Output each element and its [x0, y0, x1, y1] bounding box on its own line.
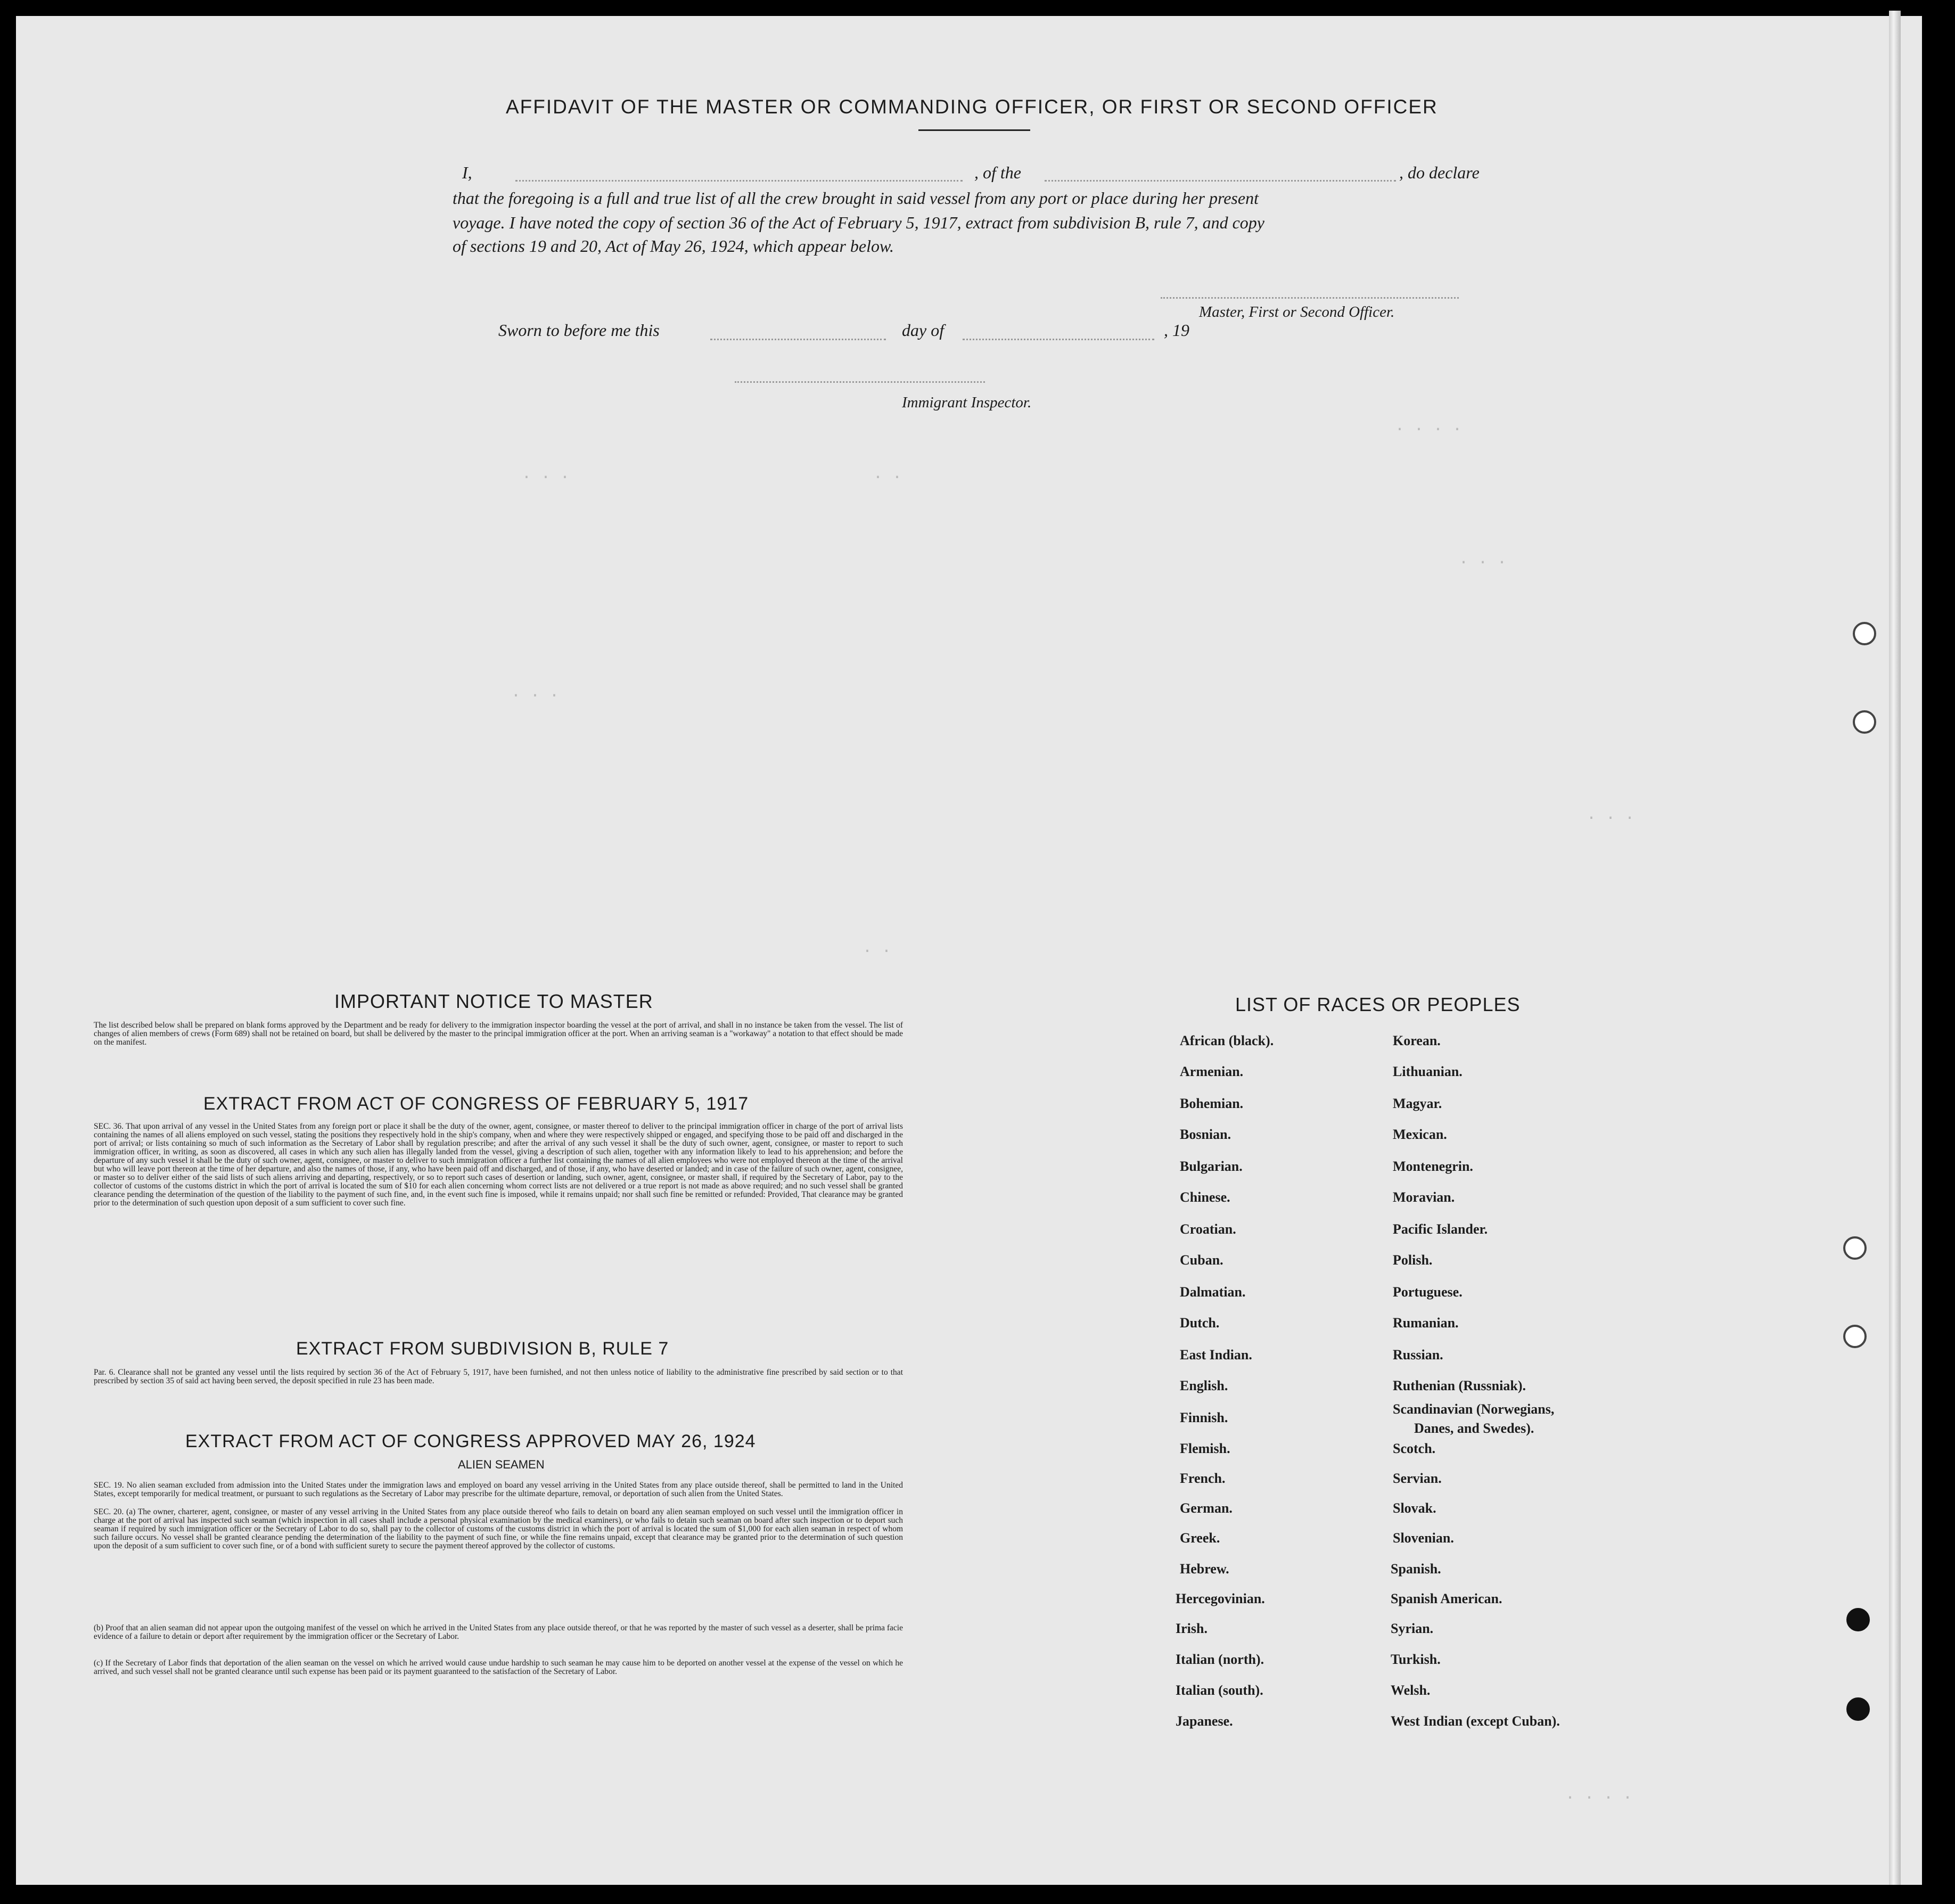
master-signature-blank[interactable] [1161, 297, 1459, 299]
race-item-left: German. [1180, 1500, 1233, 1516]
race-item-left: English. [1180, 1378, 1228, 1393]
race-item-scandinavian-cont: Danes, and Swedes). [1414, 1421, 1534, 1436]
binder-hole [1843, 1236, 1867, 1260]
title-underline [918, 129, 1030, 131]
race-item-left: African (black). [1180, 1033, 1274, 1048]
race-item-left: Italian (south). [1176, 1683, 1263, 1698]
race-item-left: Japanese. [1176, 1713, 1233, 1729]
race-item-right: Lithuanian. [1393, 1064, 1463, 1079]
sworn-day-blank[interactable] [710, 339, 886, 340]
race-item-right: Russian. [1393, 1347, 1443, 1363]
race-item-right: Slovenian. [1393, 1530, 1454, 1546]
race-item-right: Syrian. [1391, 1621, 1434, 1636]
alien-seamen-subtitle: ALIEN SEAMEN [458, 1458, 545, 1471]
binder-hole [1853, 710, 1876, 734]
extract-1917-title: EXTRACT FROM ACT OF CONGRESS OF FEBRUARY 5, 1917 [203, 1094, 749, 1114]
year-label: , 19 [1164, 321, 1189, 340]
race-item-left: Flemish. [1180, 1441, 1230, 1456]
race-item-left: Bosnian. [1180, 1127, 1231, 1142]
sworn-label: Sworn to before me this [498, 321, 660, 340]
extract-1924-section-20b: (b) Proof that an alien seaman did not appear upon the outgoing manifest of the vessel on which he arrived in the United States from any place outside thereof, or that he was reported by the master of such vessel as a deserter, shall be prima facie evidence of a failure to detain or deport after requirement by the immigration officer or the Secretary of Labor. [94, 1623, 903, 1641]
inspector-caption: Immigrant Inspector. [902, 394, 1032, 411]
extract-1924-section-20a: SEC. 20. (a) The owner, charterer, agent, consignee, or master of any vessel arriving in the United States from any place outside thereof who fails to detain on board any alien seaman employed on such vessel until the immigration officer in charge at the port of arrival has inspected such seaman (which inspection in all cases shall include a personal physical examination by the medical examiners), or who fails to detain such seaman on board after such inspection or to deport such seaman if required by such immigration officer or the Secretary of Labor to do so, shall pay to the collector of customs of the customs district in which the port of arrival is located the sum of $1,000 for each alien seaman in respect of whom such failure occurs. No vessel shall be granted clearance pending the determination of the liability to the payment of such fine, or while the fine remains unpaid, except that clearance may be granted prior to the determination of such question upon the deposit of a sum sufficient to cover such fine, or of a bond with sufficient surety to secure the payment thereof approved by the collector of customs. [94, 1507, 903, 1550]
binder-hole [1846, 1608, 1870, 1631]
affidavit-declare: , do declare [1399, 163, 1480, 182]
races-title: LIST OF RACES OR PEOPLES [1235, 994, 1521, 1015]
notice-body: The list described below shall be prepared on blank forms approved by the Department and be ready for delivery to the immigration inspector boarding the vessel at the port of arrival, and shall in no instance be taken from the vessel. The list of changes of alien members of crews (Form 689) shall not be retained on board, but shall be delivered by the master to the principal immigration officer at the port. When an arriving seaman is a "workaway" a notation to that effect should be made on the manifest. [94, 1021, 903, 1047]
rule7-body: Par. 6. Clearance shall not be granted any vessel until the lists required by section 36 of the Act of February 5, 1917, have been furnished, and not then unless notice of liability to the administrative fine prescribed by said section or to that prescribed by section 35 of said act having been served, the deposit specified in rule 23 has been made. [94, 1368, 903, 1385]
race-item-right: Welsh. [1391, 1683, 1431, 1698]
affidavit-title: AFFIDAVIT OF THE MASTER OR COMMANDING OFFICER, OR FIRST OR SECOND OFFICER [506, 96, 1438, 118]
race-item-right: Ruthenian (Russniak). [1393, 1378, 1526, 1393]
race-item-right: Pacific Islander. [1393, 1221, 1488, 1237]
extract-1924-section-19: SEC. 19. No alien seaman excluded from admission into the United States under the immigration laws and employed on board any vessel arriving in the United States from any place outside thereof, shall be permitted to land in the United States, except temporarily for medical treatment, or pursuant to such regulations as the Secretary of Labor may prescribe for the ultimate departure, removal, or deportation of such alien from the United States. [94, 1481, 903, 1498]
race-item-right: Polish. [1393, 1252, 1433, 1268]
inspector-signature-blank[interactable] [735, 381, 985, 383]
sworn-month-blank[interactable] [963, 339, 1154, 340]
race-item-right: Spanish. [1391, 1561, 1441, 1577]
race-item-left: Bulgarian. [1180, 1159, 1243, 1174]
race-item-left: Dutch. [1180, 1315, 1220, 1331]
notice-title: IMPORTANT NOTICE TO MASTER [334, 990, 653, 1012]
race-item-left: Italian (north). [1176, 1652, 1264, 1667]
race-item-right: Turkish. [1391, 1652, 1441, 1667]
race-item-right: Korean. [1393, 1033, 1441, 1048]
race-item-right: Magyar. [1393, 1096, 1442, 1111]
race-item-right: Portuguese. [1393, 1284, 1463, 1300]
affidavit-of-the: , of the [974, 163, 1021, 182]
race-item-left: Armenian. [1180, 1064, 1244, 1079]
extract-1924-section-20c: (c) If the Secretary of Labor finds that deportation of the alien seaman on the vessel on which he arrived would cause undue hardship to such seaman he may cause him to be deported on another vessel at the expense of the vessel on which he arrived, and such vessel shall not be granted clearance until such expense has been paid or its payment guaranteed to the satisfaction of the Secretary of Labor. [94, 1659, 903, 1676]
race-item-left: Finnish. [1180, 1410, 1228, 1425]
race-item-right: Spanish American. [1391, 1591, 1502, 1606]
name-blank[interactable] [515, 180, 963, 182]
race-item-left: French. [1180, 1471, 1226, 1486]
affidavit-i: I, [462, 163, 472, 182]
race-item-left: Irish. [1176, 1621, 1208, 1636]
race-item-right: Moravian. [1393, 1189, 1455, 1205]
binder-hole [1853, 622, 1876, 645]
vessel-blank[interactable] [1045, 180, 1396, 182]
binder-hole [1843, 1325, 1867, 1348]
race-item-left: Greek. [1180, 1530, 1220, 1546]
race-item-right: Mexican. [1393, 1127, 1447, 1142]
affidavit-line-4: of sections 19 and 20, Act of May 26, 1924, which appear below. [453, 236, 894, 256]
race-item-left: Dalmatian. [1180, 1284, 1246, 1300]
race-item-left: Hebrew. [1180, 1561, 1229, 1577]
race-item-right: Scotch. [1393, 1441, 1436, 1456]
race-item-right: West Indian (except Cuban). [1391, 1713, 1560, 1729]
affidavit-line-3: voyage. I have noted the copy of section 36 of the Act of February 5, 1917, extract from subdivision B, rule 7, and copy [453, 213, 1264, 232]
document-page [16, 16, 1922, 1885]
race-item-right: Rumanian. [1393, 1315, 1459, 1331]
race-item-right: Montenegrin. [1393, 1159, 1473, 1174]
master-caption: Master, First or Second Officer. [1199, 303, 1395, 321]
race-item-left: East Indian. [1180, 1347, 1252, 1363]
extract-1924-title: EXTRACT FROM ACT OF CONGRESS APPROVED MAY 26, 1924 [185, 1431, 756, 1451]
race-item-left: Croatian. [1180, 1221, 1236, 1237]
extract-1917-body: SEC. 36. That upon arrival of any vessel in the United States from any foreign port or place it shall be the duty of the owner, agent, consignee, or master thereof to deliver to the principal immigration officer in charge of the port of arrival lists containing the names of all aliens employed on such vessel, stating the positions they respectively hold in the ship's company, when and where they were respectively shipped or engaged, and specifying those to be paid off and discharged in the port of arrival; or lists containing so much of such information as the Secretary of Labor shall by regulation prescribe; and after the arrival of any such vessel it shall be the duty of such owner, agent, consignee, or master to report to such immigration officer, in writing, as soon as discovered, all cases in which any such alien has illegally landed from the vessel, giving a description of such alien, together with any information likely to lead to his apprehension; and before the departure of any such vessel it shall be the duty of such owner, agent, consignee, or master to deliver to such immigration officer a further list containing the names of all alien employees who were not employed thereon at the time of the arrival but who will leave port thereon at the time of her departure, and also the names of those, if any, who have been paid off and discharged, and of those, if any, who have deserted or landed; and in case of the failure of such owner, agent, consignee, or master so to deliver either of the said lists of such aliens arriving and departing, respectively, or so to report such cases of desertion or landing, such owner, agent, consignee, or master shall, if required by the Secretary of Labor, pay to the collector of customs of the customs district in which the port of arrival is located the sum of $10 for each alien concerning whom correct lists are not delivered or a true report is not made as above required; and no such vessel shall be granted clearance pending the determination of the question of the liability to the payment of such fine, and, in the event such fine is imposed, while it remains unpaid; nor shall such fine be remitted or refunded: Provided, That clearance may be granted prior to the determination of such question upon deposit of a sum sufficient to cover such fine. [94, 1122, 903, 1208]
race-item-left: Bohemian. [1180, 1096, 1244, 1111]
race-item-left: Hercegovinian. [1176, 1591, 1265, 1606]
day-of-label: day of [902, 321, 944, 340]
race-item-left: Chinese. [1180, 1189, 1230, 1205]
race-item-left: Cuban. [1180, 1252, 1223, 1268]
race-item-right: Slovak. [1393, 1500, 1436, 1516]
binder-hole [1846, 1697, 1870, 1721]
page-edge [1889, 11, 1901, 1885]
race-item-right: Servian. [1393, 1471, 1442, 1486]
race-item-right: Scandinavian (Norwegians, [1393, 1401, 1555, 1417]
rule7-title: EXTRACT FROM SUBDIVISION B, RULE 7 [296, 1339, 669, 1359]
affidavit-line-2: that the foregoing is a full and true list of all the crew brought in said vessel from any port or place during her present [453, 188, 1259, 208]
